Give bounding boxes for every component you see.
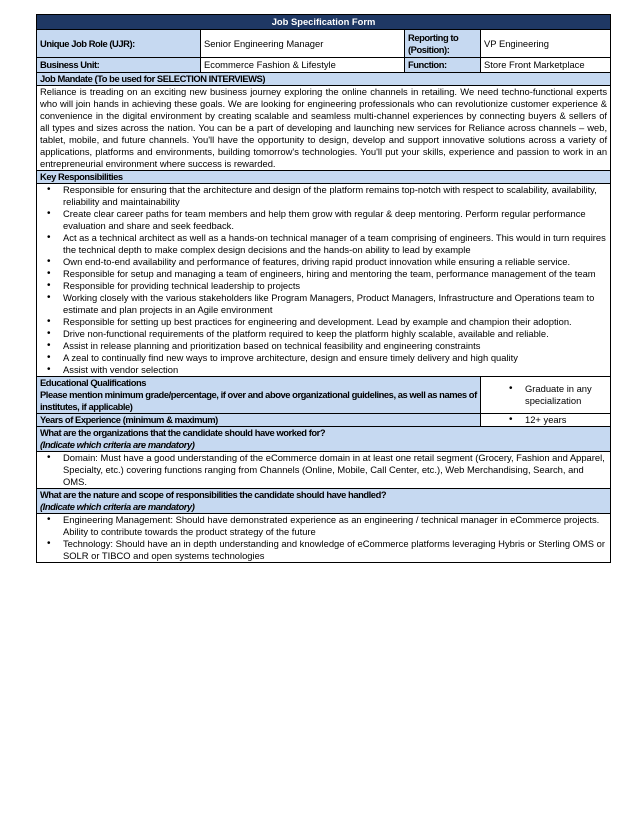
job-specification-form <box>36 14 611 563</box>
organizations-cell <box>37 452 611 489</box>
list-item: • Assist with vendor selection <box>40 364 607 376</box>
business-unit-value: Ecommerce Fashion & Lifestyle <box>201 58 405 73</box>
organizations-list <box>40 452 607 488</box>
experience-value: • 12+ years <box>484 414 607 426</box>
list-item: • Engineering Management: Should have demonstrated experience as an engineering / technical manager in eCommerce projects. Ability to contribute towards the product strategy of the future <box>40 514 607 538</box>
list-item: • Responsible for providing technical leadership to projects <box>40 280 607 292</box>
list-item: • Working closely with the various stakeholders like Program Managers, Product Managers, Infrastructure and Operations team to estimate and plan projects in an Agile environment <box>40 292 607 316</box>
list-item: • Create clear career paths for team members and help them grow with regular & deep mentoring. Perform regular performance evaluation and share and seek feedback. <box>40 208 607 232</box>
list-item: • Responsible for setting up best practices for engineering and development. Lead by example and champion their adoption. <box>40 316 607 328</box>
function-value: Store Front Marketplace <box>481 58 611 73</box>
list-item: • Responsible for setup and managing a team of engineers, hiring and mentoring the team, performance management of the team <box>40 268 607 280</box>
list-item: • Responsible for ensuring that the architecture and design of the platform remains top-notch with respect to scalability, availability, reliability and maintainability <box>40 184 607 208</box>
form-title: Job Specification Form <box>37 15 611 30</box>
reporting-label: Reporting to (Position): <box>405 30 481 58</box>
key-responsibilities-cell <box>37 184 611 377</box>
key-responsibilities-heading: Key Responsibilities <box>37 171 611 184</box>
education-heading: Educational Qualifications <box>40 377 147 388</box>
organizations-note: (Indicate which criteria are mandatory) <box>40 439 195 450</box>
list-item: • A zeal to continually find new ways to improve architecture, design and ensure timely delivery and high quality <box>40 352 607 364</box>
list-item: • Assist in release planning and prioritization based on technical feasibility and engineering constraints <box>40 340 607 352</box>
organizations-heading <box>37 427 611 452</box>
scope-cell <box>37 514 611 563</box>
job-mandate-heading: Job Mandate (To be used for SELECTION INTERVIEWS) <box>37 73 611 86</box>
list-item: • Drive non-functional requirements of the platform required to keep the platform highly scalable, available and reliable. <box>40 328 607 340</box>
list-item: • Technology: Should have an in depth understanding and knowledge of eCommerce platforms leveraging Hybris or Sterling OMS or SOLR or TIBCO and open systems technologies <box>40 538 607 562</box>
reporting-value: VP Engineering <box>481 30 611 58</box>
education-label-cell <box>37 377 481 414</box>
role-value: Senior Engineering Manager <box>201 30 405 58</box>
education-prompt: Please mention minimum grade/percentage, if over and above organizational guidelines, as well as names of institutes, if applicable) <box>40 389 477 412</box>
organizations-question: What are the organizations that the candidate should have worked for? <box>40 427 326 438</box>
scope-question: What are the nature and scope of responsibilities the candidate should have handled? <box>40 489 387 500</box>
list-item: • Own end-to-end availability and performance of features, driving rapid product innovation while ensuring a reliable service. <box>40 256 607 268</box>
role-label: Unique Job Role (UJR): <box>37 30 201 58</box>
education-value-cell <box>481 377 611 414</box>
scope-note: (Indicate which criteria are mandatory) <box>40 501 195 512</box>
scope-list <box>40 514 607 562</box>
experience-label: Years of Experience (minimum & maximum) <box>37 414 481 427</box>
list-item: • Domain: Must have a good understanding of the eCommerce domain in at least one retail segment (Grocery, Fashion and Apparel, Specialty, etc.) covering functions ranging from Channels (Online, Mobile, Call Center, etc.), Web Merchandising, Search, and OMS. <box>40 452 607 488</box>
key-responsibilities-list <box>40 184 607 376</box>
scope-heading <box>37 489 611 514</box>
list-item: • Act as a technical architect as well as a hands-on technical manager of a team comprising of engineers. This would in turn requires the technical depth to make complex design decisions and the hands-on ability to lead by example <box>40 232 607 256</box>
job-mandate-text: Reliance is treading on an exciting new business journey exploring the online channels in retailing. We need techno-functional experts who will join hands in achieving these goals. We are looking for engineering professionals who can revolutionize customer experience & convenience in the digital environment by creating scalable and seamless multi-channel experiences by connecting buyers & sellers of all types and sizes across the nation. You can be a part of developing and launching new services for Reliance across channels – web, tablet, mobile, and future channels. You'll have the opportunity to design, develop and support innovative solutions across a variety of applications, platforms and environments, building tomorrow's technologies. You'll put your skills, experience and passion to work in an entrepreneurial environment where success is rewarded. <box>37 86 611 171</box>
business-unit-label: Business Unit: <box>37 58 201 73</box>
experience-value-cell <box>481 414 611 427</box>
function-label: Function: <box>405 58 481 73</box>
education-value: • Graduate in any specialization <box>484 383 607 407</box>
